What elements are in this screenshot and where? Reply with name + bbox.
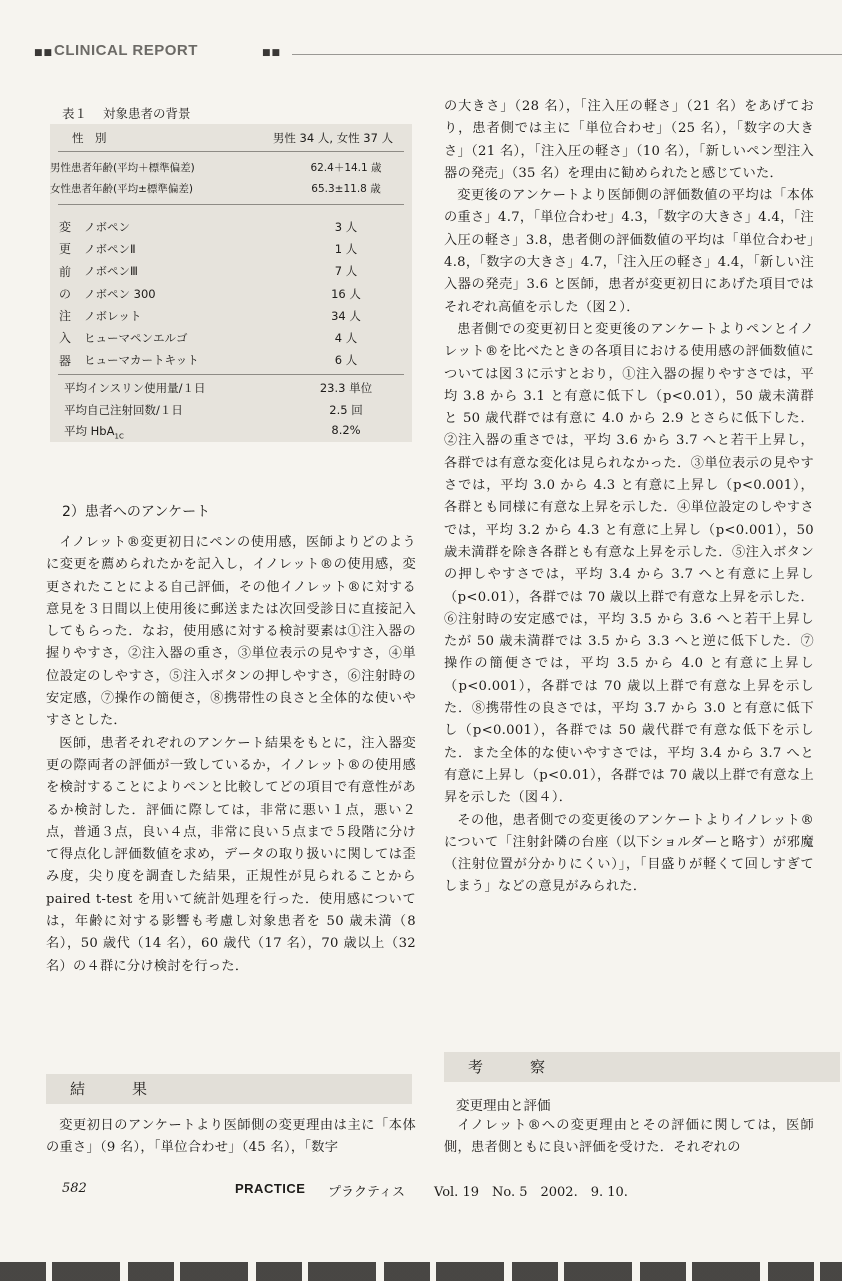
results-heading: 結 果 bbox=[46, 1074, 412, 1104]
device-group-char: 更 bbox=[58, 242, 71, 257]
journal-brand: PRACTICE bbox=[235, 1181, 306, 1196]
device-group-char: の bbox=[58, 286, 71, 301]
device-group-label bbox=[56, 216, 74, 372]
male-age-label: 男性患者年齢(平均＋標準偏差) bbox=[50, 162, 195, 174]
right-column-text bbox=[444, 96, 814, 899]
device-group-char: 器 bbox=[58, 353, 71, 368]
paragraph: その他，患者側での変更後のアンケートよりイノレット®について「注射針隣の台座（以下ショルダーと略す）が邪魔（注射位置が分かりにくい）」，「目盛りが軽くて回しすぎてしまう」などの意見がみられた． bbox=[444, 812, 814, 895]
hba1c-label: 平均 HbA$_{1C}$ bbox=[64, 424, 124, 441]
device-name: ノボペンⅢ bbox=[84, 264, 138, 278]
scan-edge bbox=[0, 1262, 842, 1281]
sex-label: 性 別 bbox=[72, 131, 107, 145]
device-name: ノボレット bbox=[84, 309, 142, 323]
left-column-text-2 bbox=[46, 1115, 416, 1160]
device-name: ノボペン 300 bbox=[84, 287, 156, 301]
female-age-value: 65.3±11.8 歳 bbox=[311, 183, 381, 195]
subsection-title: 2）患者へのアンケート bbox=[62, 504, 211, 520]
device-count: 7 人 bbox=[334, 264, 358, 278]
device-group-char: 変 bbox=[58, 220, 71, 234]
device-count: 6 人 bbox=[334, 353, 358, 367]
device-count: 3 人 bbox=[334, 220, 358, 234]
journal-issue: Vol. 19 No. 5 2002. 9. 10. bbox=[434, 1185, 628, 1200]
table-divider bbox=[58, 204, 404, 205]
insulin-label: 平均インスリン使用量/１日 bbox=[64, 381, 206, 395]
table-number: 表１ bbox=[62, 106, 88, 121]
paragraph: 変更後のアンケートより医師側の評価数値の平均は「本体の重さ」4.7，「単位合わせ」4.3，「数字の大きさ」4.4，「注入圧の軽さ」3.8，患者側の評価数値の平均は「単位合わせ」4.8，「数字の大きさ」4.7，「注入圧の軽さ」4.4，「新しい注入器の発売」3.6 と医師，患者が変更初日にあげた項目ではそれぞれ高値を示した（図２）． bbox=[444, 188, 814, 315]
paragraph: の大きさ」（28 名），「注入圧の軽さ」（21 名）をあげており，患者側では主に「単位合わせ」（25 名），「数字の大きさ」（21 名），「注入圧の軽さ」（10 名），「新しいペン型注入器の発売」（35 名）を理由に勧められたと感じていた． bbox=[444, 99, 814, 181]
device-count: 4 人 bbox=[334, 331, 358, 345]
device-group-char: 入 bbox=[58, 331, 71, 346]
subheading: 変更理由と評価 bbox=[456, 1098, 551, 1114]
paragraph: イノレット®変更初日にペンの使用感，医師よりどのように変更を薦められたかを記入し，イノレット®の使用感，変更されたことによる自己評価，その他イノレット®に対する意見を３日間以上使用後に郵送または次回受診日に直接記入してもらった．なお，使用感に対する検討要素は①注入器の握りやすさ，②注入器の重さ，③単位表示の見やすさ，④単位設定のしやすさ，⑤注入ボタンの押しやすさ，⑥注射時の安定感，⑦操作の簡便さ，⑧携帯性の良さと全体的な使いやすさとした． bbox=[46, 535, 416, 729]
injections-label: 平均自己注射回数/１日 bbox=[64, 403, 183, 417]
header-rule bbox=[292, 54, 842, 55]
page-header bbox=[34, 40, 842, 64]
table-divider bbox=[58, 151, 404, 152]
paragraph: イノレット®への変更理由とその評価に関しては，医師側，患者側ともに良い評価を受けた．それぞれの bbox=[444, 1118, 814, 1156]
insulin-value: 23.3 単位 bbox=[319, 381, 373, 395]
device-name: ノボペンⅡ bbox=[84, 242, 136, 256]
right-column-text-2 bbox=[444, 1115, 814, 1160]
left-column-text bbox=[46, 532, 416, 978]
header-squares-right: ■■ bbox=[262, 48, 282, 58]
device-name: ヒューマカートキット bbox=[84, 353, 199, 367]
table-divider bbox=[58, 374, 404, 375]
header-squares-left: ■■ bbox=[34, 48, 54, 58]
discussion-heading: 考 察 bbox=[444, 1052, 840, 1082]
patient-background-table bbox=[50, 124, 412, 442]
injections-value: 2.5 回 bbox=[329, 403, 363, 417]
device-count: 1 人 bbox=[334, 242, 358, 256]
journal-brand-jp: プラクティス bbox=[328, 1185, 405, 1200]
section-label: CLINICAL REPORT bbox=[54, 42, 198, 59]
table-caption bbox=[62, 104, 191, 122]
paragraph: 変更初日のアンケートより医師側の変更理由は主に「本体の重さ」（9 名），「単位合わせ」（45 名），「数字 bbox=[46, 1118, 416, 1156]
device-name: ヒューマペンエルゴ bbox=[84, 331, 188, 345]
hba1c-value: 8.2% bbox=[331, 423, 361, 437]
device-group-char: 注 bbox=[58, 309, 71, 324]
male-age-value: 62.4＋14.1 歳 bbox=[310, 162, 382, 174]
device-group-char: 前 bbox=[58, 264, 71, 279]
paragraph: 医師，患者それぞれのアンケート結果をもとに，注入器変更の際両者の評価が一致しているか，イノレット®の使用感を検討することによりペンと比較してどの項目で有意性があるか検討した．評価に際しては，非常に悪い１点，悪い２点，普通３点，良い４点，非常に良い５点まで５段階に分けて得点化し評価数値を求め，データの取り扱いに関しては歪み度，尖り度を調査した結果，正規性が見られることから paired t-test を用いて統計処理を行った．使用感については，年齢に対する影響も考慮し対象患者を 50 歳未満（8名），50 歳代（14 名），60 歳代（17 名），70 歳以上（32名）の４群に分け検討を行った． bbox=[46, 735, 416, 974]
table-title: 対象患者の背景 bbox=[103, 106, 191, 121]
page-number: 582 bbox=[62, 1181, 87, 1196]
device-count: 34 人 bbox=[331, 309, 361, 323]
paragraph: 患者側での変更初日と変更後のアンケートよりペンとイノレット®を比べたときの各項目における使用感の評価数値については図３に示すとおり，①注入器の握りやすさでは，平均 3.8 から 3.1 と有意に低下し（p<0.01），50 歳未満群と 50 歳代群では有意に 4.0 から 2.9 とさらに低下した．②注入器の重さでは，平均 3.6 から 3.7 へと若干上昇し，各群では有意な変化は見られなかった．③単位表示の見やすさでは，平均 3.0 から 4.3 と有意に上昇し（p<0.001），各群とも同様に有意な上昇を示した．④単位設定のしやすさでは，平均 3.2 から 4.3 と有意に上昇し（p<0.001），50 歳未満群を除き各群とも有意な上昇を示した．⑤注入ボタンの押しやすさでは，平均 3.4 から 3.7 へと有意に上昇し（p<0.01），各群では 70 歳以上群で有意な上昇を示した．⑥注射時の安定感では，平均 3.5 から 3.6 へと若干上昇したが 50 歳未満群では 3.5 から 3.3 へと逆に低下した．⑦操作の簡便さでは，平均 3.5 から 4.0 と有意に上昇し（p<0.001），各群では 70 歳以上群で有意な上昇を示した．⑧携帯性の良さでは，平均 3.7 から 3.0 と有意に低下し（p<0.001），各群では 50 歳代群で有意な低下を示した．また全体的な使いやすさでは，平均 3.4 から 3.7 へと有意に上昇し（p<0.01），各群では 70 歳以上群で有意な上昇を示した（図４）． bbox=[444, 321, 814, 806]
female-age-label: 女性患者年齢(平均±標準偏差) bbox=[50, 183, 193, 195]
sex-value: 男性 34 人, 女性 37 人 bbox=[272, 131, 394, 145]
device-name: ノボペン bbox=[84, 220, 130, 234]
device-count: 16 人 bbox=[331, 287, 361, 301]
